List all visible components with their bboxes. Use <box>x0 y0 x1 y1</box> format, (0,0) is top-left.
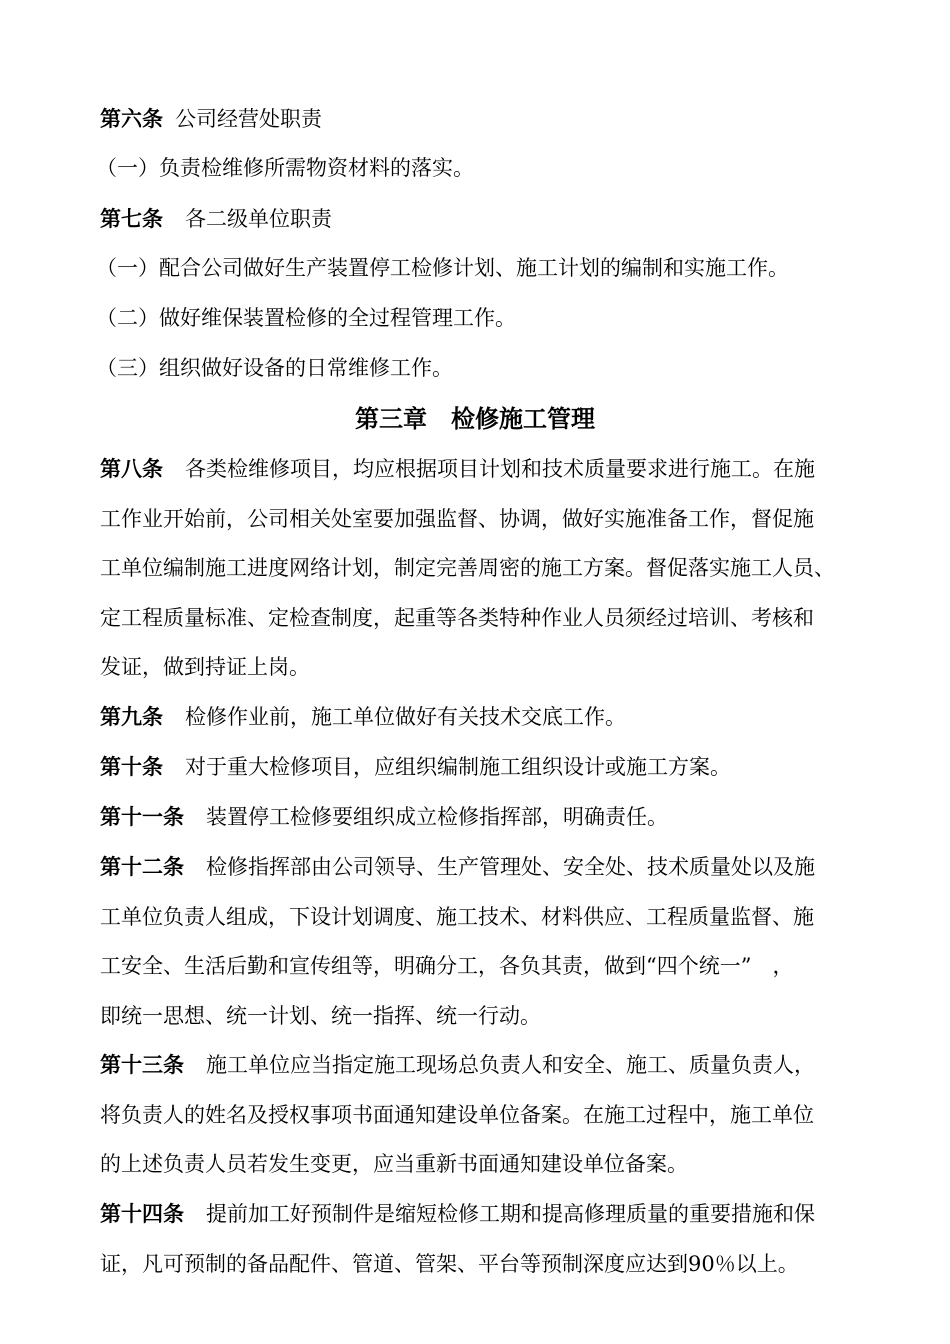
article-6 <box>100 94 870 145</box>
article-13 <box>100 1040 870 1190</box>
article-9-label: 第九条 <box>100 704 163 729</box>
article-9-text: 检修作业前，施工单位做好有关技术交底工作。 <box>185 705 626 729</box>
article-12-line-3: 工安全、生活后勤和宣传组等，明确分工，各负其责，做到“四个统一” ， <box>100 954 794 978</box>
article-11-text: 装置停工检修要组织成立检修指挥部，明确责任。 <box>206 805 668 829</box>
article-13-line-3: 的上述负责人员若发生变更，应当重新书面通知建设单位备案。 <box>100 1152 688 1176</box>
article-7-item-1: （一）配合公司做好生产装置停工检修计划、施工计划的编制和实施工作。 <box>96 256 789 280</box>
article-9 <box>100 692 870 743</box>
article-8-text-1: 各类检维修项目，均应根据项目计划和技术质量要求进行施工。在施 <box>185 457 815 481</box>
article-6-label: 第六条 <box>100 106 163 131</box>
article-12-text-1: 检修指挥部由公司领导、生产管理处、安全处、技术质量处以及施 <box>206 855 815 879</box>
article-7-item-2: （二）做好维保装置检修的全过程管理工作。 <box>96 306 516 330</box>
article-7-label: 第七条 <box>100 206 163 231</box>
article-14-line-1 <box>100 1189 870 1240</box>
article-14 <box>100 1189 870 1289</box>
article-8-line-2: 工作业开始前，公司相关处室要加强监督、协调，做好实施准备工作，督促施 <box>100 506 814 531</box>
chapter-3-heading: 第三章 检修施工管理 <box>355 404 595 433</box>
article-11 <box>100 792 870 843</box>
article-12 <box>100 842 870 1041</box>
article-11-label: 第十一条 <box>100 804 184 829</box>
article-8-line-5: 发证，做到持证上岗。 <box>100 655 310 679</box>
article-13-line-2: 将负责人的姓名及授权事项书面通知建设单位备案。在施工过程中，施工单位 <box>100 1102 814 1127</box>
article-8-line-3: 工单位编制施工进度网络计划，制定完善周密的施工方案。督促落实施工人员、 <box>100 556 835 580</box>
article-7-text: 各二级单位职责 <box>185 207 332 231</box>
article-13-text-1: 施工单位应当指定施工现场总负责人和安全、施工、质量负责人， <box>206 1053 815 1077</box>
article-10-text: 对于重大检修项目，应组织编制施工组织设计或施工方案。 <box>185 755 731 779</box>
article-14-text-1: 提前加工好预制件是缩短检修工期和提高修理质量的重要措施和保 <box>206 1202 815 1226</box>
article-12-line-2: 工单位负责人组成，下设计划调度、施工技术、材料供应、工程质量监督、施 <box>100 904 814 929</box>
article-12-label: 第十二条 <box>100 854 184 879</box>
article-13-line-1 <box>100 1040 870 1091</box>
article-8-label: 第八条 <box>100 456 163 481</box>
article-7-item-3: （三）组织做好设备的日常维修工作。 <box>96 356 453 380</box>
article-8 <box>100 444 870 693</box>
article-6-text: 公司经营处职责 <box>175 107 322 131</box>
article-10 <box>100 742 870 793</box>
article-10-label: 第十条 <box>100 754 163 779</box>
article-12-line-4: 即统一思想、统一计划、统一指挥、统一行动。 <box>100 1003 541 1028</box>
article-14-line-2: 证，凡可预制的备品配件、管道、管架、平台等预制深度应达到90％以上。 <box>100 1251 799 1276</box>
article-14-label: 第十四条 <box>100 1201 184 1226</box>
article-12-line-1 <box>100 842 870 893</box>
article-7 <box>100 194 870 245</box>
article-6-item-1: （一）负责检维修所需物资材料的落实。 <box>96 156 474 180</box>
article-8-line-1 <box>100 444 870 495</box>
article-8-line-4: 定工程质量标准、定检查制度，起重等各类特种作业人员须经过培训、考核和 <box>100 605 814 630</box>
article-13-label: 第十三条 <box>100 1052 184 1077</box>
